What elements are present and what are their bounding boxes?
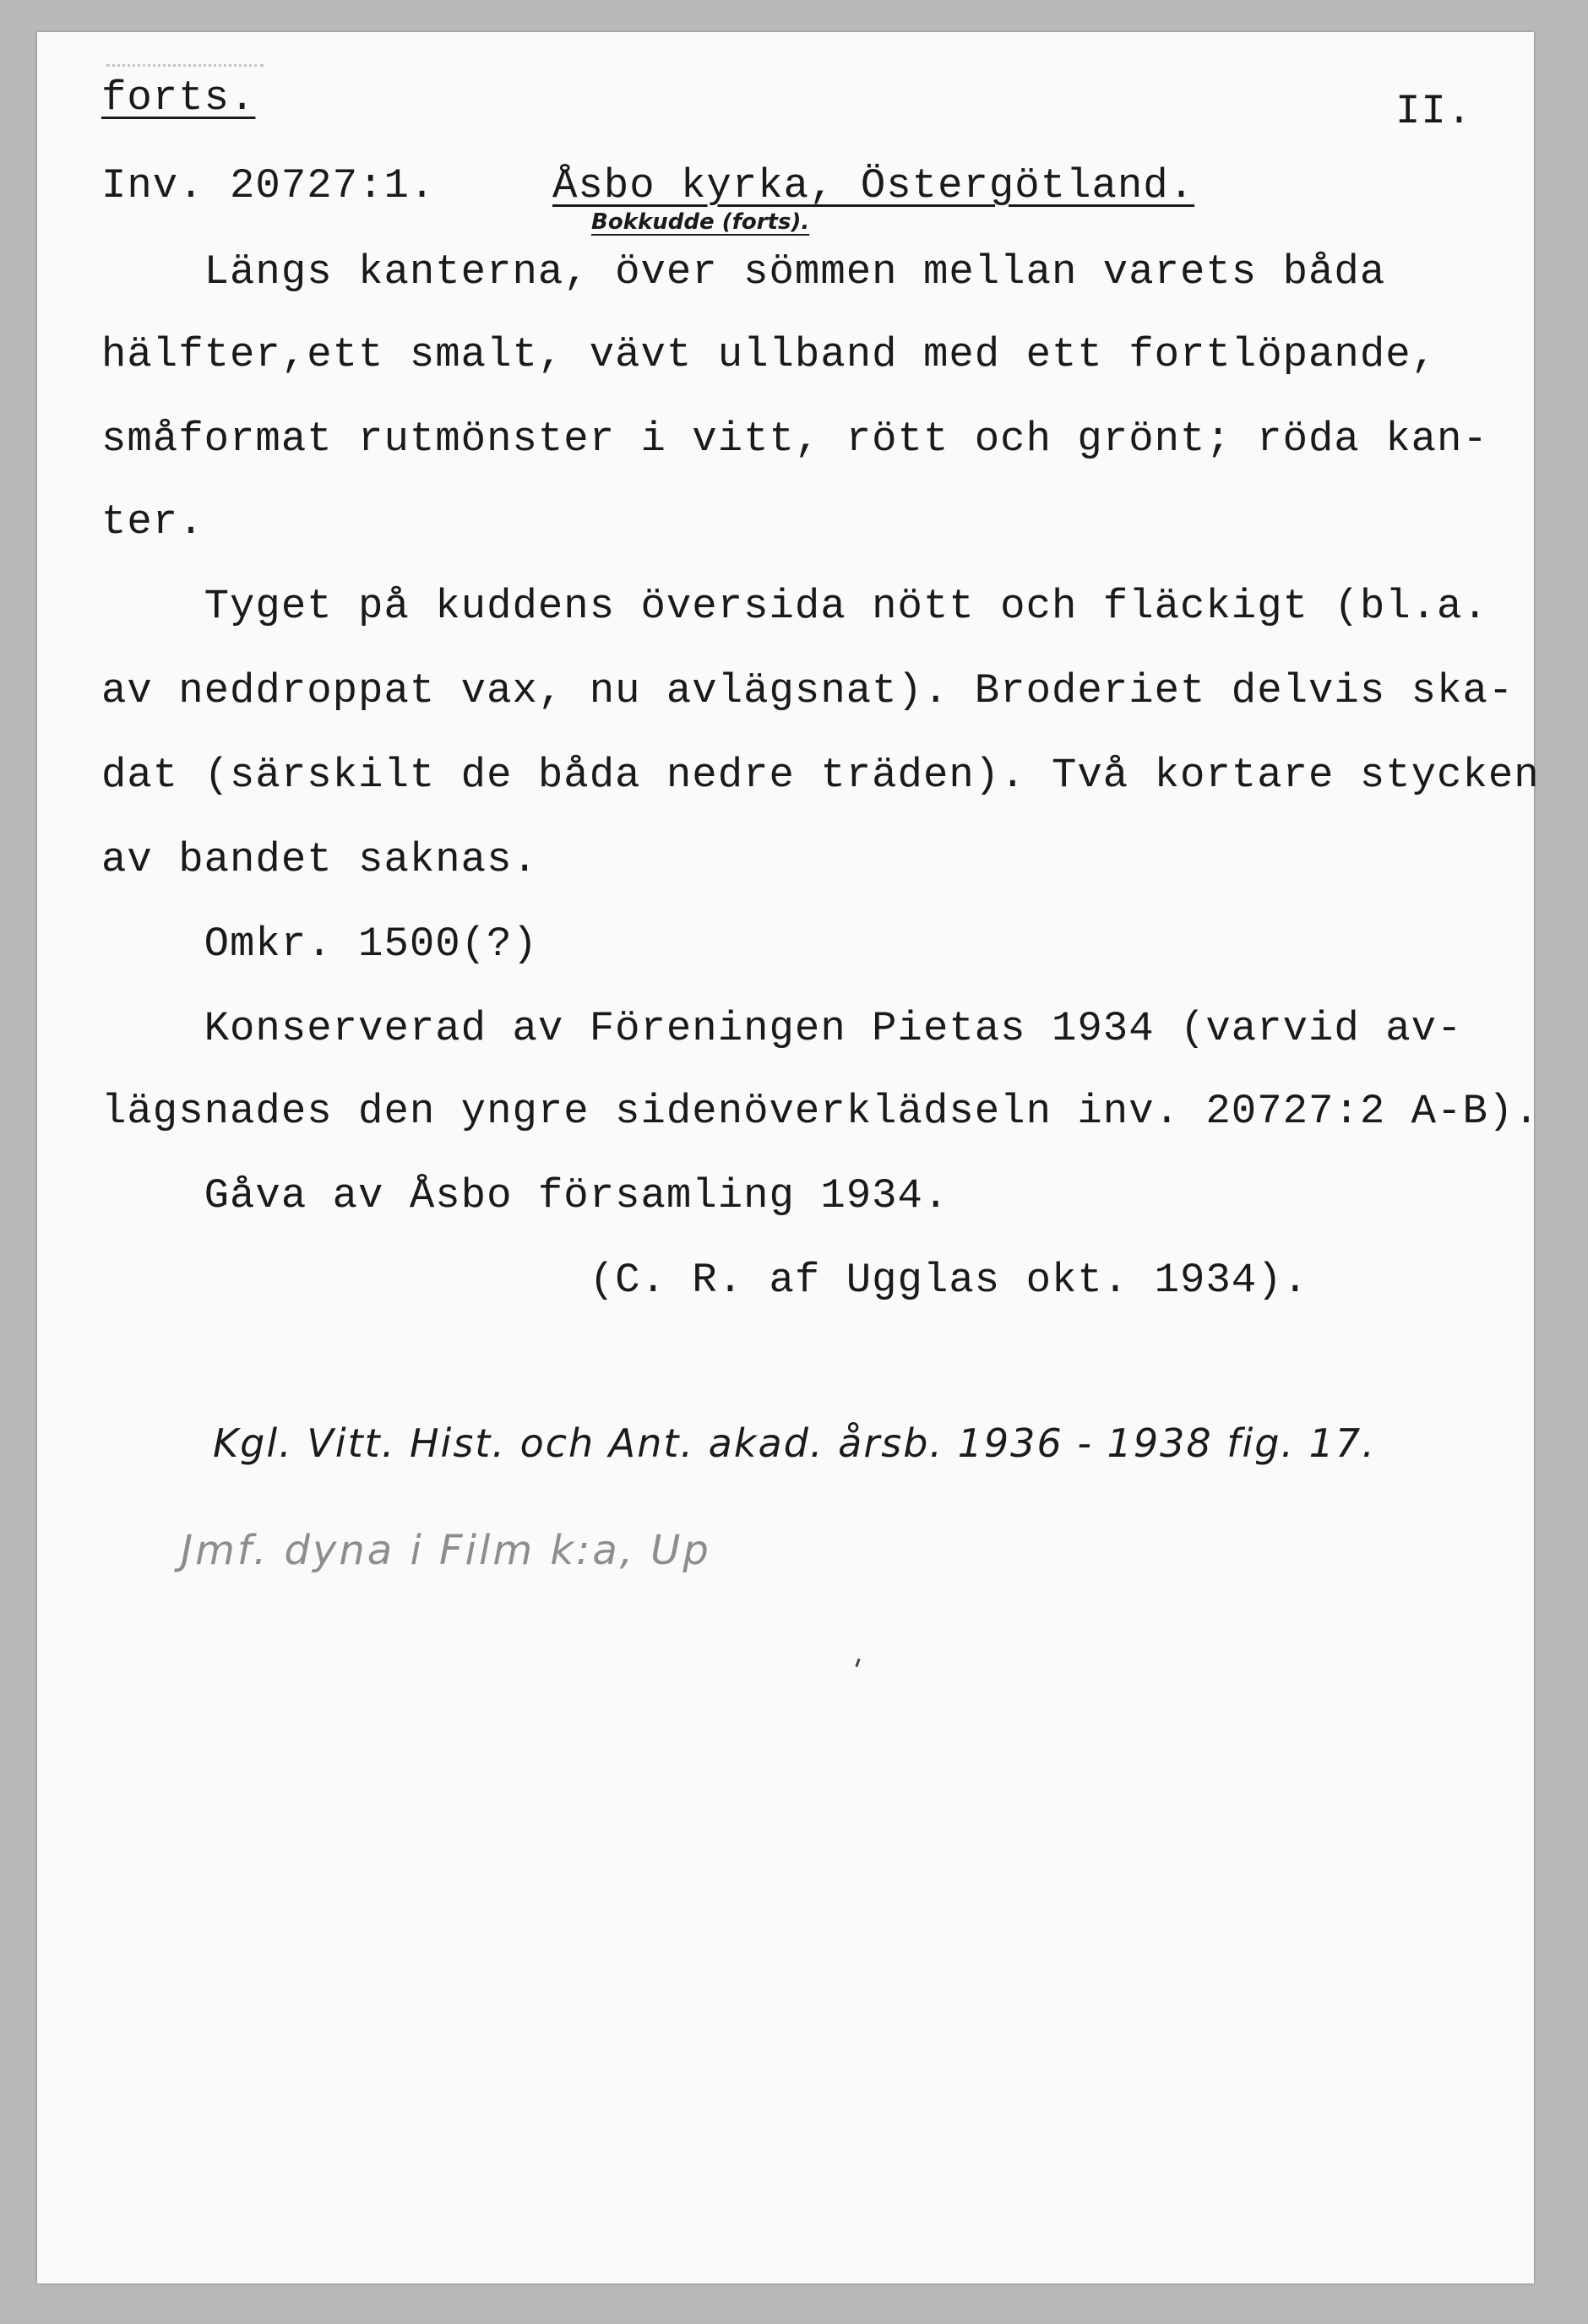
body-line-8: av bandet saknas. bbox=[101, 836, 538, 883]
body-line-7: dat (särskilt de båda nedre träden). Två kortare stycken bbox=[101, 752, 1540, 799]
body-line-2: hälfter,ett smalt, vävt ullband med ett fortlöpande, bbox=[101, 331, 1438, 378]
body-line-11: lägsnades den yngre sidenöverklädseln inv. 20727:2 A-B). bbox=[101, 1088, 1540, 1135]
body-line-4: ter. bbox=[101, 498, 204, 546]
forts-label: forts. bbox=[101, 74, 256, 122]
page-number: II. bbox=[1395, 88, 1473, 135]
body-line-5: Tyget på kuddens översida nött och fläckigt (bl.a. bbox=[101, 583, 1488, 630]
body-line-10: Konserverad av Föreningen Pietas 1934 (varvid av- bbox=[101, 1005, 1463, 1052]
smudge-mark bbox=[106, 64, 264, 71]
stray-mark bbox=[855, 1659, 860, 1667]
inventory-number: Inv. 20727:1. bbox=[101, 162, 436, 209]
location-heading: Åsbo kyrka, Östergötland. bbox=[552, 162, 1195, 209]
body-line-12: Gåva av Åsbo församling 1934. bbox=[101, 1172, 949, 1219]
body-line-9: Omkr. 1500(?) bbox=[101, 920, 538, 968]
body-line-3: småformat rutmönster i vitt, rött och grönt; röda kan- bbox=[101, 415, 1488, 463]
body-line-6: av neddroppat vax, nu avlägsnat). Broderiet delvis ska- bbox=[101, 667, 1515, 714]
signature-line: (C. R. af Ugglas okt. 1934). bbox=[101, 1257, 1309, 1304]
catalog-card bbox=[37, 32, 1540, 2283]
handwritten-reference: Kgl. Vitt. Hist. och Ant. akad. årsb. 1936 - 1938 fig. 17. bbox=[213, 1420, 1376, 1466]
body-line-1: Längs kanterna, över sömmen mellan varets båda bbox=[101, 248, 1386, 296]
object-note: Bokkudde (forts). bbox=[591, 209, 810, 235]
pencil-note: Jmf. dyna i Film k:a, Up bbox=[181, 1527, 711, 1574]
